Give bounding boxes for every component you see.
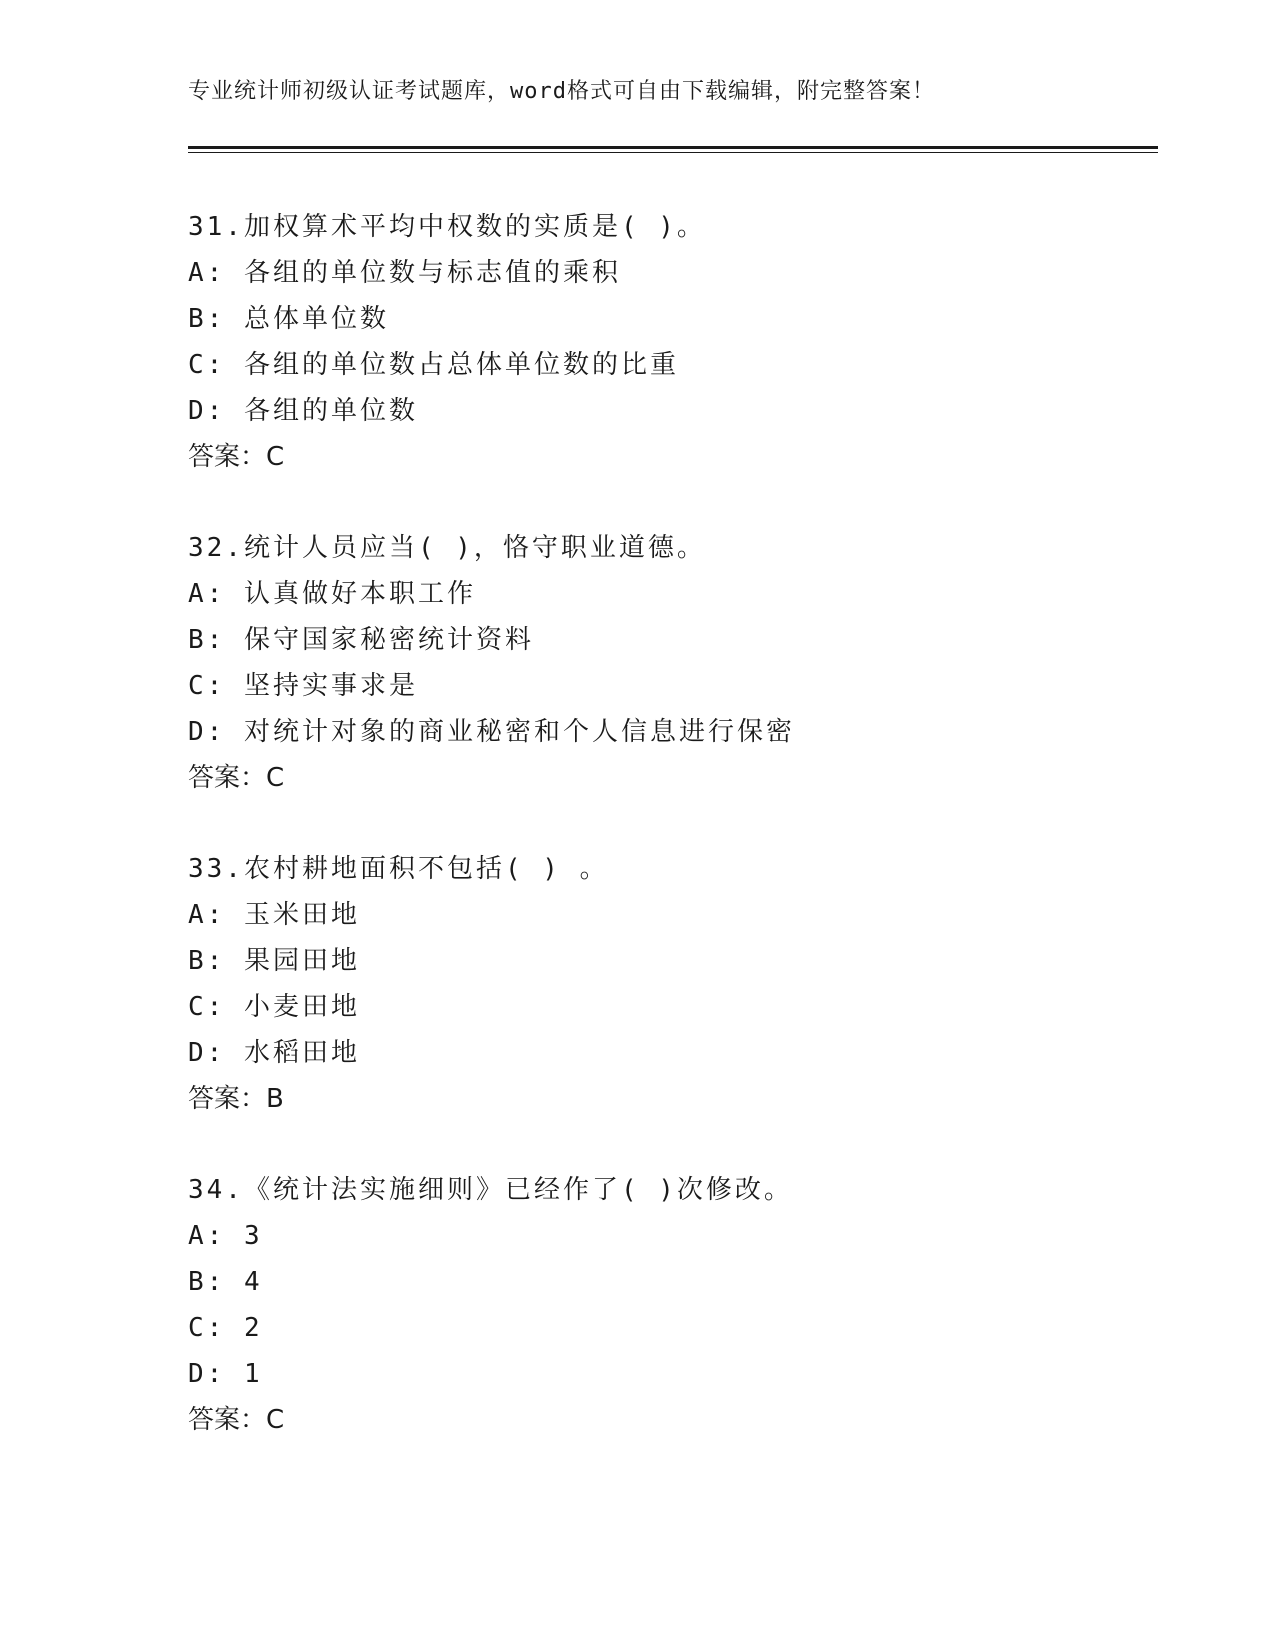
option-d: D: 1: [188, 1359, 263, 1389]
question-32: [188, 525, 1158, 801]
option-a: A: 各组的单位数与标志值的乘积: [188, 258, 621, 288]
option-c: C: 小麦田地: [188, 992, 360, 1022]
option-b: B: 总体单位数: [188, 304, 389, 334]
option-c: C: 坚持实事求是: [188, 671, 418, 701]
question-stem: 32.统计人员应当( )，恪守职业道德。: [188, 533, 706, 563]
answer: 答案：C: [188, 763, 285, 793]
header-rule-thick: [188, 146, 1158, 149]
header-rule-thin: [188, 152, 1158, 153]
option-b: B: 保守国家秘密统计资料: [188, 625, 534, 655]
option-a: A: 玉米田地: [188, 900, 360, 930]
option-a: A: 3: [188, 1221, 263, 1251]
page-header: 专业统计师初级认证考试题库，word格式可自由下载编辑，附完整答案！: [188, 79, 935, 104]
option-c: C: 各组的单位数占总体单位数的比重: [188, 350, 679, 380]
question-stem: 34.《统计法实施细则》已经作了( )次修改。: [188, 1175, 793, 1205]
question-34: [188, 1167, 1158, 1443]
option-b: B: 果园田地: [188, 946, 360, 976]
answer: 答案：B: [188, 1084, 284, 1114]
answer: 答案：C: [188, 1405, 285, 1435]
option-b: B: 4: [188, 1267, 263, 1297]
option-c: C: 2: [188, 1313, 263, 1343]
question-31: [188, 204, 1158, 480]
option-d: D: 水稻田地: [188, 1038, 360, 1068]
question-stem: 31.加权算术平均中权数的实质是( )。: [188, 212, 706, 242]
option-d: D: 各组的单位数: [188, 396, 418, 426]
option-a: A: 认真做好本职工作: [188, 579, 476, 609]
question-33: [188, 846, 1158, 1122]
answer: 答案：C: [188, 442, 285, 472]
option-d: D: 对统计对象的商业秘密和个人信息进行保密: [188, 717, 795, 747]
question-stem: 33.农村耕地面积不包括( ) 。: [188, 854, 609, 884]
question-list: [188, 204, 1158, 1488]
